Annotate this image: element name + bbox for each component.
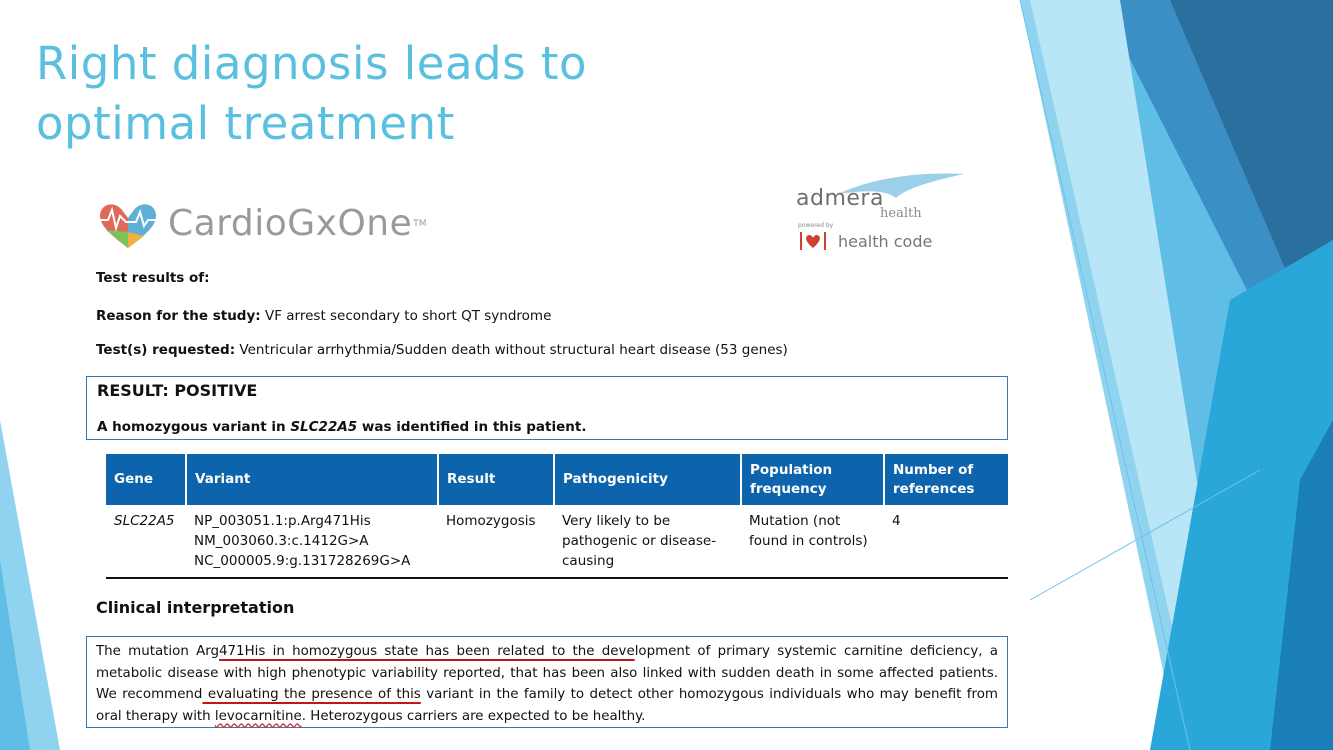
- report-image: [84, 170, 1024, 750]
- cell-gene: SLC22A5: [106, 505, 186, 578]
- table-header-row: [106, 454, 1008, 505]
- table-row: [106, 505, 1008, 578]
- admera-wordmark: admera: [796, 186, 884, 211]
- tests-requested-line: [96, 342, 788, 358]
- test-results-label: Test results of:: [96, 270, 210, 286]
- health-code-wordmark: health code: [838, 231, 933, 251]
- result-title: RESULT: POSITIVE: [97, 381, 258, 400]
- header-variant: Variant: [186, 454, 438, 505]
- cardiogxone-wordmark: CardioGxOne: [168, 203, 413, 244]
- header-pathogenicity: Pathogenicity: [554, 454, 741, 505]
- heart-chart-icon: [92, 196, 164, 252]
- header-gene: Gene: [106, 454, 186, 505]
- admera-health-text: health: [880, 206, 922, 221]
- reason-line: [96, 308, 551, 324]
- powered-by-text: powered by: [798, 222, 834, 229]
- clinical-interpretation-title: Clinical interpretation: [96, 598, 295, 617]
- header-result: Result: [438, 454, 554, 505]
- cell-variant: NP_003051.1:p.Arg471His NM_003060.3:c.1412G>A NC_000005.9:g.131728269G>A: [186, 505, 438, 578]
- header-number-of-references: Number of references: [884, 454, 1008, 505]
- reason-label: Reason for the study:: [96, 308, 261, 324]
- trademark-symbol: TM: [413, 219, 427, 229]
- clinical-interpretation-text: The mutation Arg471His in homozygous state has been related to the development of primary systemic carnitine deficiency, a metabolic disease with high phenotypic variability reported, that has been also linked with sudden death in some affected patients. We recommend evaluating the presence of this variant in the family to detect other homozygous individuals who may benefit from oral therapy with levocarnitine. Heterozygous carriers are expected to be healthy.: [86, 636, 1008, 728]
- health-code-heart-icon: [798, 230, 828, 252]
- result-summary: A homozygous variant in SLC22A5 was identified in this patient.: [97, 419, 587, 435]
- cell-population-frequency: Mutation (not found in controls): [741, 505, 884, 578]
- cardiogxone-logo: [92, 196, 427, 252]
- cell-pathogenicity: Very likely to be pathogenic or disease-causing: [554, 505, 741, 578]
- tests-requested-value: Ventricular arrhythmia/Sudden death without structural heart disease (53 genes): [239, 342, 788, 358]
- cell-references: 4: [884, 505, 1008, 578]
- slide-title: Right diagnosis leads to optimal treatment: [36, 37, 588, 150]
- test-results-line: [96, 270, 210, 286]
- cell-result: Homozygosis: [438, 505, 554, 578]
- admera-logo: [796, 170, 966, 260]
- result-box: [86, 376, 1008, 440]
- reason-value: VF arrest secondary to short QT syndrome: [264, 308, 552, 324]
- variant-table: [106, 454, 1008, 579]
- tests-requested-label: Test(s) requested:: [96, 342, 236, 358]
- header-population-frequency: Population frequency: [741, 454, 884, 505]
